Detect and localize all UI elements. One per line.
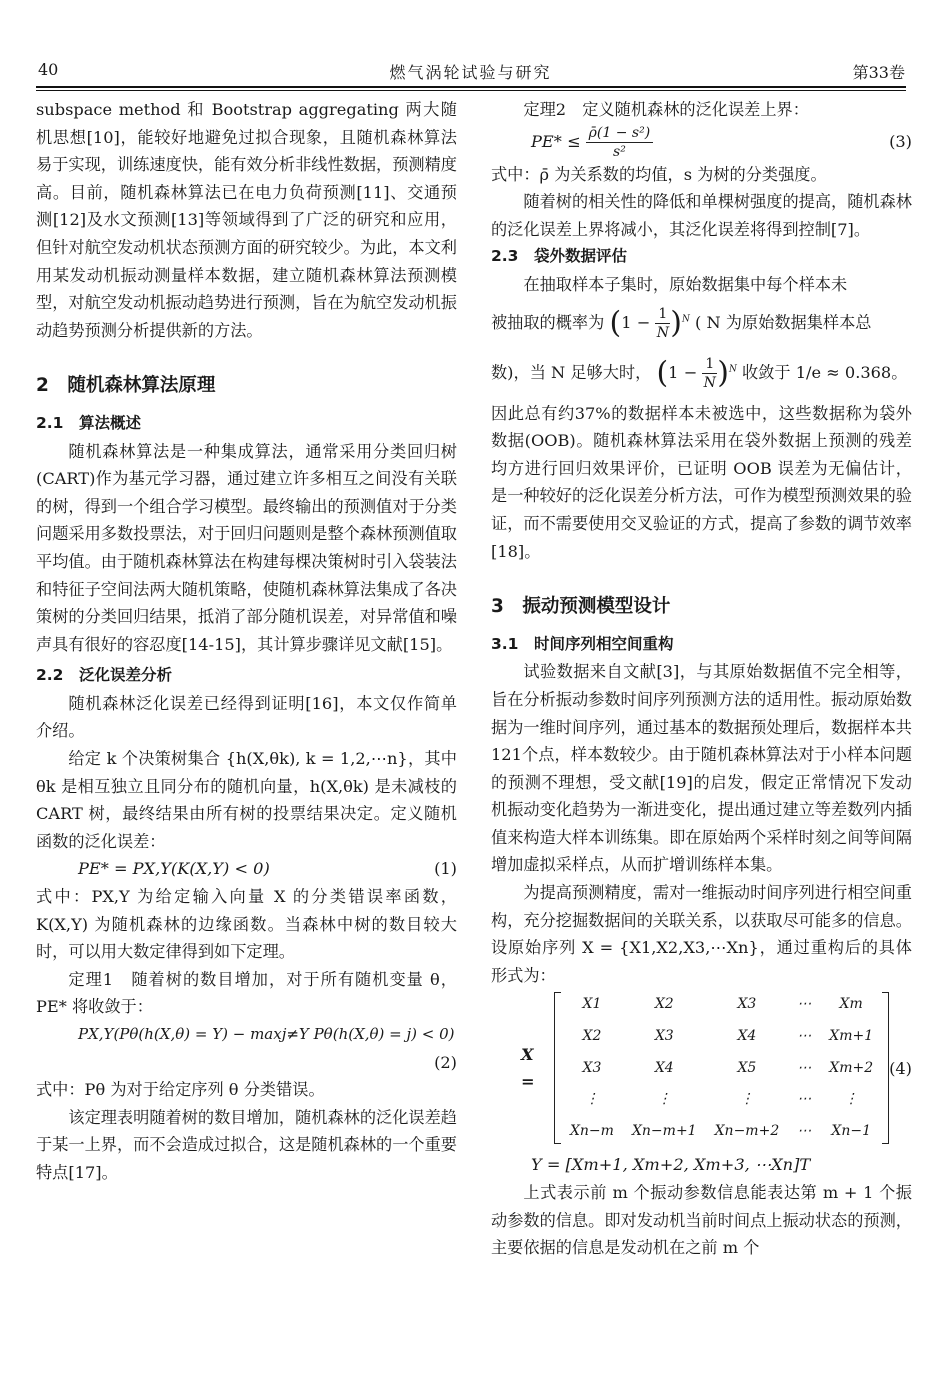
header-rule — [36, 86, 906, 88]
section-2-2-intro: 随机森林泛化误差已经得到证明[16]，本文仅作简单介绍。 — [36, 693, 457, 741]
matrix-cell: X2 — [582, 1028, 602, 1045]
matrix-cell: X5 — [737, 1059, 757, 1076]
matrix-cell: ⋮ — [584, 1091, 599, 1108]
matrix-row — [561, 989, 882, 1021]
matrix-row — [561, 1053, 882, 1085]
section-3-heading: 3 振动预测模型设计 — [491, 596, 671, 618]
section-2-3-line-2: 被抽取的概率为 (1 − $\frac{1}{N}$ )$^N$ ( N 为原始数据集样本总 — [491, 305, 872, 341]
limit-fraction: $\frac{1}{N}$ — [703, 356, 716, 392]
probability-expr: 1 − — [621, 312, 651, 332]
matrix-cell: ⋯ — [797, 996, 812, 1013]
reconstruction-matrix — [561, 989, 882, 1147]
right-column — [491, 96, 912, 1262]
matrix-cell: Xn−m+2 — [714, 1122, 780, 1139]
matrix-cell: X2 — [654, 996, 674, 1013]
section-3-1-heading: 3.1 时间序列相空间重构 — [491, 634, 674, 653]
equation-3 — [491, 124, 912, 161]
probability-note: ( N 为原始数据集样本总 — [695, 312, 872, 332]
matrix-cell: X4 — [654, 1059, 674, 1076]
section-3-1-paragraph-1: 试验数据来自文献[3]，与其原始数据值不完全相等，旨在分析振动参数时间序列预测方法的适用性。振动原始数据为一维时间序列，通过基本的数据预处理后，数据样本共121个点，样本数较少。由于随机森林算法对于小样本问题的预测不理想，受文献[19]的启发，假定正常情况下发动机振动变化趋势为一渐进变化，提出通过建立等差数列内插值来构造大样本训练集。即在原始两个采样时刻之间等间隔增加虚拟采样点，从而扩增训练样本集。 — [491, 662, 912, 875]
section-2-heading: 2 随机森林算法原理 — [36, 375, 216, 397]
matrix-cell: Xm — [839, 996, 863, 1013]
theorem-1: 定理1 随着树的数目增加，对于所有随机变量 θ，PE* 将收敛于： — [36, 969, 457, 1017]
probability-fraction: $\frac{1}{N}$ — [656, 305, 669, 341]
equation-1-number: (1) — [434, 859, 457, 879]
equation-3-fraction — [586, 124, 654, 161]
section-2-1-paragraph: 随机森林算法是一种集成算法，通常采用分类回归树(CART)作为基元学习器，通过建立许多相互之间没有关联的树，得到一个组合学习模型。最终输出的预测值对于分类问题采用多数投票法，对于回归问题则是整个森林预测值取平均值。由于随机森林算法在构建每棵决策树时引入袋装法和特征子空间法两大随机策略，使随机森林算法集成了各决策树的分类回归结果，抵消了部分随机误差，对异常值和噪声具有很好的容忍度[14-15]，其计算步骤详见文献[15]。 — [36, 441, 457, 654]
theorem-2: 定理2 定义随机森林的泛化误差上界： — [523, 100, 809, 119]
limit-text: 数)，当 N 足够大时， — [491, 363, 652, 383]
journal-title: 燃气涡轮试验与研究 — [389, 63, 552, 82]
probability-text: 被抽取的概率为 — [491, 312, 605, 332]
equation-2 — [36, 1021, 457, 1076]
equation-2-explanation: 式中：Pθ 为对于给定序列 θ 分类错误。 — [36, 1080, 325, 1100]
limit-result: 收敛于 1/e ≈ 0.368。 — [742, 363, 908, 383]
matrix-right-bracket — [882, 992, 889, 1144]
matrix-cell: ⋯ — [797, 1122, 812, 1139]
theorem-1-remark: 该定理表明随着树的数目增加，随机森林的泛化误差趋于某一上界，而不会造成过拟合，这是随机森林的一个重要特点[17]。 — [36, 1107, 457, 1182]
equation-3-denominator: s² — [613, 143, 626, 160]
header-rule-thin — [36, 90, 906, 91]
left-column — [36, 96, 457, 1187]
matrix-cell: ⋯ — [797, 1059, 812, 1076]
equation-1 — [36, 855, 457, 883]
oob-paragraph: 因此总有约37%的数据样本未被选中，这些数据称为袋外数据(OOB)。随机森林算法采用在袋外数据上预测的残差均方进行回归效果评价，已证明 OOB 误差为无偏估计，是一种较好的泛化误差分析方法，可作为模型预测效果的验证，而不需要使用交叉验证的方式，提高了参数的调节效率[18]。 — [491, 403, 912, 561]
equation-3-number: (3) — [889, 132, 912, 152]
matrix-cell: ⋮ — [844, 1091, 859, 1108]
equation-3-numerator: ρ̄(1 − s²) — [586, 124, 654, 143]
matrix-cell: ⋯ — [797, 1028, 812, 1045]
section-3-1-paragraph-2: 为提高预测精度，需对一维振动时间序列进行相空间重构，充分挖掘数据间的关联关系，以获取尽可能多的信息。设原始序列 X = {X1,X2,X3,⋯Xn}，通过重构后的具体形式为： — [491, 883, 912, 985]
volume-label: 第33卷 — [852, 63, 905, 82]
matrix-cell: X4 — [737, 1028, 757, 1045]
matrix-cell: Xn−m — [569, 1122, 614, 1139]
equation-3-lhs: PE* ≤ — [531, 131, 581, 151]
matrix-cell: X1 — [582, 996, 602, 1013]
matrix-cell: Xn−m+1 — [631, 1122, 697, 1139]
closing-paragraph: 上式表示前 m 个振动参数信息能表达第 m + 1 个振动参数的信息。即对发动机当前时间点上振动状态的预测，主要依据的信息是发动机在之前 m 个 — [491, 1183, 912, 1258]
equation-1-body: PE* = PX,Y(K(X,Y) < 0) — [78, 859, 270, 879]
equation-1-explanation: 式中：PX,Y 为给定输入向量 X 的分类错误率函数，K(X,Y) 为随机森林的边缘函数。当森林中树的数目较大时，可以用大数定律得到如下定理。 — [36, 887, 457, 962]
matrix-row — [561, 1116, 882, 1148]
section-2-3-line-1: 在抽取样本子集时，原始数据集中每个样本未 — [523, 274, 848, 294]
matrix-lhs: X = — [521, 1044, 535, 1092]
matrix-cell: ⋯ — [797, 1091, 812, 1108]
matrix-cell: Xn−1 — [831, 1122, 871, 1139]
matrix-cell: X3 — [737, 996, 757, 1013]
matrix-cell: Xm+1 — [829, 1028, 874, 1045]
section-2-2-heading: 2.2 泛化误差分析 — [36, 666, 172, 685]
equation-2-body: PX,Y(Pθ(h(X,θ) = Y) − maxj≠Y Pθ(h(X,θ) = j) < 0) — [78, 1025, 455, 1043]
section-2-3-line-3: 数)，当 N 足够大时， (1 − $\frac{1}{N}$ )$^N$ 收敛于 1/e ≈ 0.368。 — [491, 355, 908, 392]
equation-3-explanation: 式中：ρ̄ 为关系数的均值，s 为树的分类强度。 — [491, 164, 827, 184]
matrix-left-bracket — [554, 992, 561, 1144]
matrix-cell: ⋮ — [739, 1091, 754, 1108]
section-2-3-heading: 2.3 袋外数据评估 — [491, 247, 627, 266]
matrix-cell: X3 — [654, 1028, 674, 1045]
equation-2-number: (2) — [434, 1052, 457, 1072]
equation-4-number: (4) — [889, 1058, 912, 1078]
matrix-row — [561, 1021, 882, 1053]
correlation-paragraph: 随着树的相关性的降低和单棵树强度的提高，随机森林的泛化误差上界将减小，其泛化误差将得到控制[7]。 — [491, 192, 912, 239]
matrix-cell: ⋮ — [657, 1091, 672, 1108]
intro-paragraph: subspace method 和 Bootstrap aggregating 两大随机思想[10]，能较好地避免过拟合现象，且随机森林算法易于实现，训练速度快，能有效分析非线性数据，预测精度高。目前，随机森林算法已在电力负荷预测[11]、交通预测[12]及水文预测[13]等领域得到了广泛的研究和应用，但针对航空发动机状态预测方面的研究较少。为此，本文利用某发动机振动测量样本数据，建立随机森林算法预测模型，对航空发动机振动趋势进行预测，旨在为航空发动机振动趋势预测分析提供新的方法。 — [36, 100, 457, 340]
matrix-row — [561, 1084, 882, 1116]
matrix-cell: Xm+2 — [829, 1059, 874, 1076]
matrix-cell: X3 — [582, 1059, 602, 1076]
page-number: 40 — [38, 60, 59, 79]
section-2-2-paragraph: 给定 k 个决策树集合 {h(X,θk), k = 1,2,⋯n}，其中 θk 是相互独立且同分布的随机向量，h(X,θk) 是未减枝的 CART 树，最终结果由所有树的投票结果决定。定义随机函数的泛化误差： — [36, 749, 457, 851]
target-vector: Y = [Xm+1, Xm+2, Xm+3, ⋯Xn]T — [531, 1155, 811, 1175]
section-2-1-heading: 2.1 算法概述 — [36, 413, 141, 432]
equation-4 — [521, 989, 912, 1147]
